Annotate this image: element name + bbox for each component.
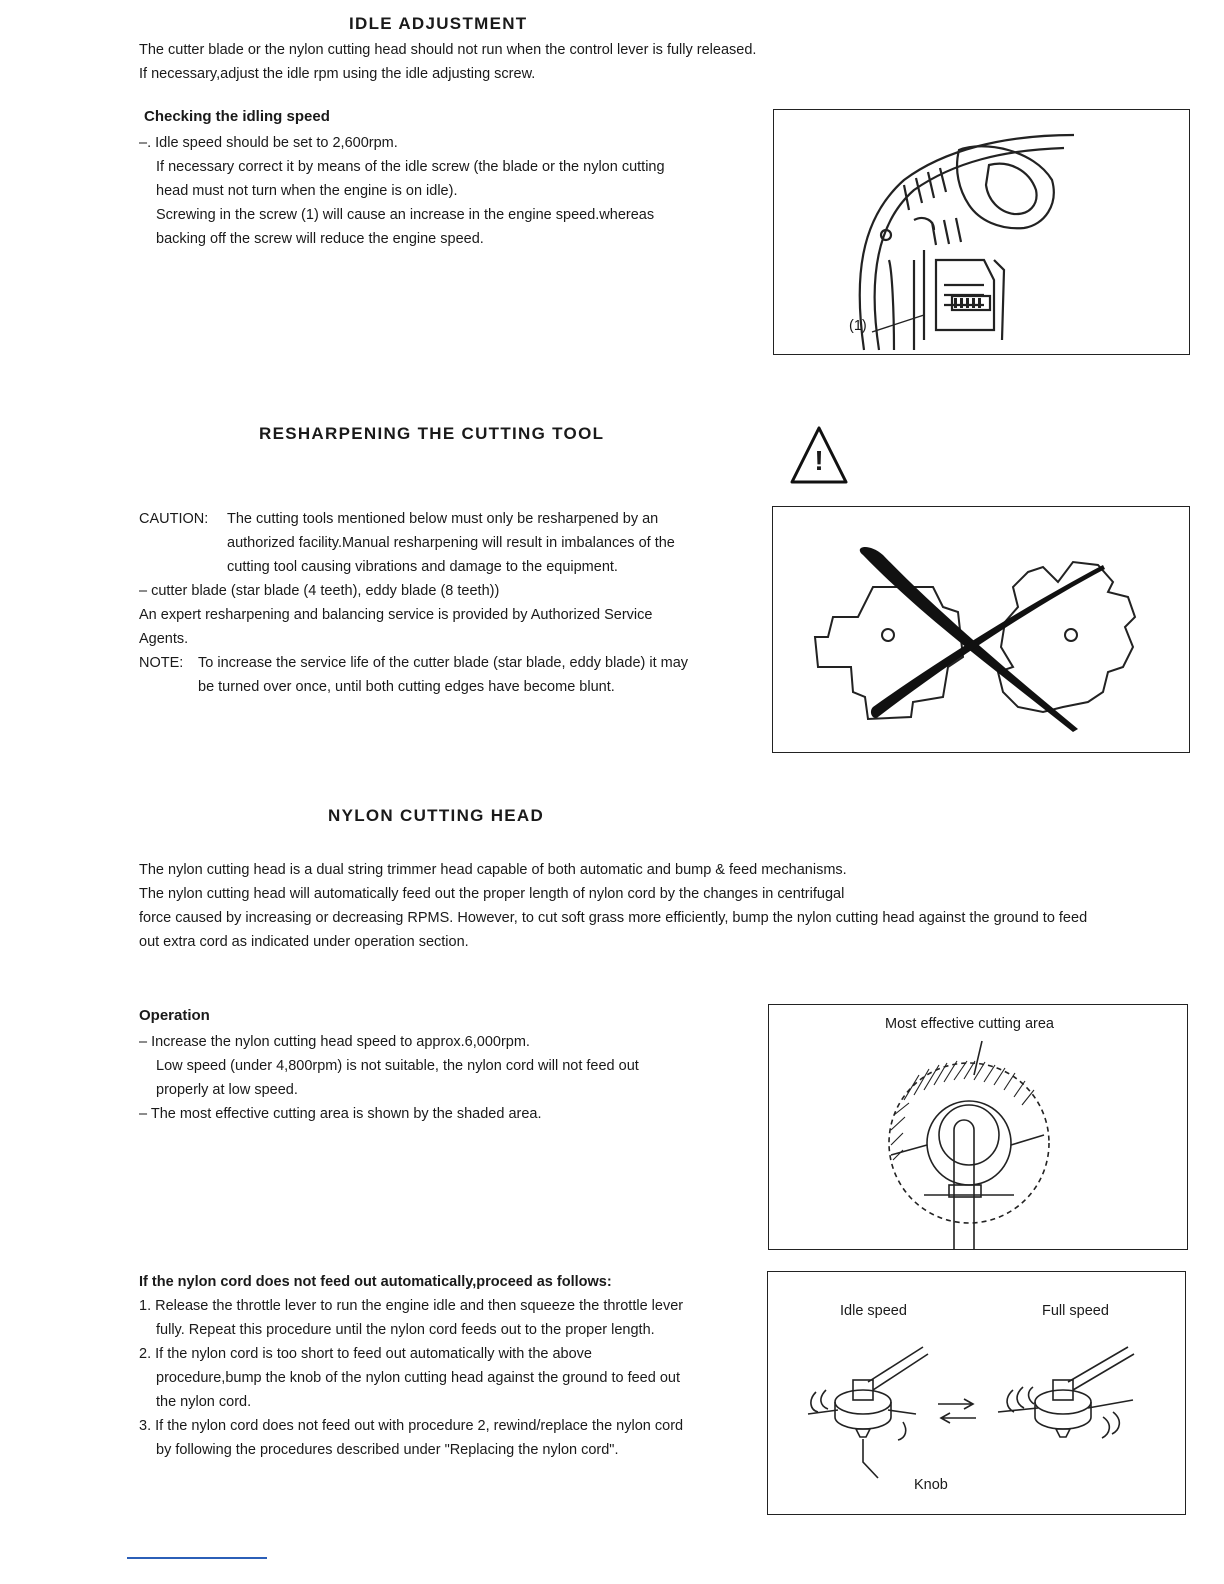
operation-item-2-text: The most effective cutting area is shown by the shaded area. (150, 1106, 542, 1122)
note-row-2 (139, 675, 688, 699)
nylon-intro-2: The nylon cutting head will automatically feed out the proper length of nylon cord by the changes in centrifugal (139, 886, 845, 902)
operation-title: Operation (139, 1007, 210, 1024)
feed-steps-block (139, 1270, 683, 1462)
operation-item-1-text: Increase the nylon cutting head speed to approx.6,000rpm. (151, 1034, 530, 1050)
operation-item-1-cont-2: properly at low speed. (156, 1082, 298, 1098)
feed-step-3-line-1: 3. If the nylon cord does not feed out with procedure 2, rewind/replace the nylon cord (139, 1418, 684, 1434)
cutting-area-figure (768, 1004, 1188, 1250)
caution-row-1 (139, 507, 688, 531)
note-line-2: be turned over once, until both cutting edges have become blunt. (198, 679, 615, 695)
feed-steps-title: If the nylon cord does not feed out automatically,proceed as follows: (139, 1274, 612, 1290)
nylon-cutting-head-heading: NYLON CUTTING HEAD (328, 806, 545, 825)
caution-line-1: The cutting tools mentioned below must only be resharpened by an (227, 511, 659, 527)
idle-bullet: –. Idle speed should be set to 2,600rpm. (139, 135, 398, 151)
idle-intro-line-2: If necessary,adjust the idle rpm using the idle adjusting screw. (139, 66, 536, 82)
feed-step-1-line-2: fully. Repeat this procedure until the nylon cord feeds out to the proper length. (156, 1322, 655, 1338)
idle-screw-callout: (1) (849, 318, 867, 334)
nylon-intro-3: force caused by increasing or decreasing RPMS. However, to cut soft grass more efficiently, bump the nylon cutting head against the ground to feed (139, 910, 1088, 926)
idle-adjustment-heading: IDLE ADJUSTMENT (349, 14, 528, 33)
caution-row-2 (139, 531, 688, 555)
feed-step-2-line-1: 2. If the nylon cord is too short to feed out automatically with the above (139, 1346, 592, 1362)
bump-feed-illustration (768, 1272, 1185, 1514)
operation-item-1-cont-1: Low speed (under 4,800rpm) is not suitable, the nylon cord will not feed out (156, 1058, 639, 1074)
warning-triangle-icon (789, 424, 849, 486)
full-speed-label: Full speed (1042, 1303, 1109, 1319)
feed-step-1-line-1: 1. Release the throttle lever to run the engine idle and then squeeze the throttle lever (139, 1298, 684, 1314)
cutter-blade-bullet-text: cutter blade (star blade (4 teeth), eddy blade (8 teeth)) (151, 583, 500, 599)
warning-exclamation: ! (814, 445, 824, 476)
cutting-area-illustration (769, 1005, 1187, 1249)
idle-cont-3: Screwing in the screw (1) will cause an increase in the engine speed.whereas (156, 207, 655, 223)
idle-bullet-text: Idle speed should be set to 2,600rpm. (155, 135, 398, 151)
caution-line-2: authorized facility.Manual resharpening will result in imbalances of the (227, 535, 675, 551)
feed-step-2-line-3: the nylon cord. (156, 1394, 252, 1410)
bump-feed-figure (767, 1271, 1186, 1515)
idle-screw-illustration (774, 110, 1189, 354)
footer-rule (127, 1557, 267, 1559)
operation-block (139, 1030, 639, 1126)
expert-line-1: An expert resharpening and balancing service is provided by Authorized Service (139, 607, 653, 623)
note-row-1 (139, 651, 688, 675)
idle-cont-4: backing off the screw will reduce the engine speed. (156, 231, 484, 247)
blade-no-manual-sharpen-figure (772, 506, 1190, 753)
expert-line-2: Agents. (139, 631, 189, 647)
note-label: NOTE: (139, 655, 184, 671)
caution-line-3: cutting tool causing vibrations and damage to the equipment. (227, 559, 618, 575)
feed-step-3-line-2: by following the procedures described under "Replacing the nylon cord". (156, 1442, 619, 1458)
caution-block (139, 507, 688, 699)
idle-cont-1: If necessary correct it by means of the idle screw (the blade or the nylon cutting (156, 159, 665, 175)
cutter-blade-bullet: – cutter blade (star blade (4 teeth), eddy blade (8 teeth)) (139, 583, 500, 599)
idle-checking-block (139, 131, 665, 251)
operation-item-1: – Increase the nylon cutting head speed to approx.6,000rpm. (139, 1034, 530, 1050)
checking-idling-speed-title: Checking the idling speed (144, 108, 330, 125)
idle-cont-2: head must not turn when the engine is on idle). (156, 183, 458, 199)
idle-intro-line-1: The cutter blade or the nylon cutting head should not run when the control lever is fully released. (139, 42, 757, 58)
idle-speed-label: Idle speed (840, 1303, 907, 1319)
cutting-area-label: Most effective cutting area (885, 1016, 1054, 1032)
nylon-intro-1: The nylon cutting head is a dual string trimmer head capable of both automatic and bump & feed mechanisms. (139, 862, 847, 878)
operation-item-2: – The most effective cutting area is shown by the shaded area. (139, 1106, 542, 1122)
crossed-out-blades-illustration (773, 507, 1189, 752)
feed-step-2-line-2: procedure,bump the knob of the nylon cutting head against the ground to feed out (156, 1370, 680, 1386)
knob-label: Knob (914, 1477, 948, 1493)
nylon-intro-block (139, 858, 1087, 954)
idle-screw-figure (773, 109, 1190, 355)
caution-row-3 (139, 555, 688, 579)
caution-label: CAUTION: (139, 511, 209, 527)
resharpening-heading: RESHARPENING THE CUTTING TOOL (259, 424, 605, 443)
nylon-intro-4: out extra cord as indicated under operation section. (139, 934, 469, 950)
note-line-1: To increase the service life of the cutter blade (star blade, eddy blade) it may (198, 655, 689, 671)
